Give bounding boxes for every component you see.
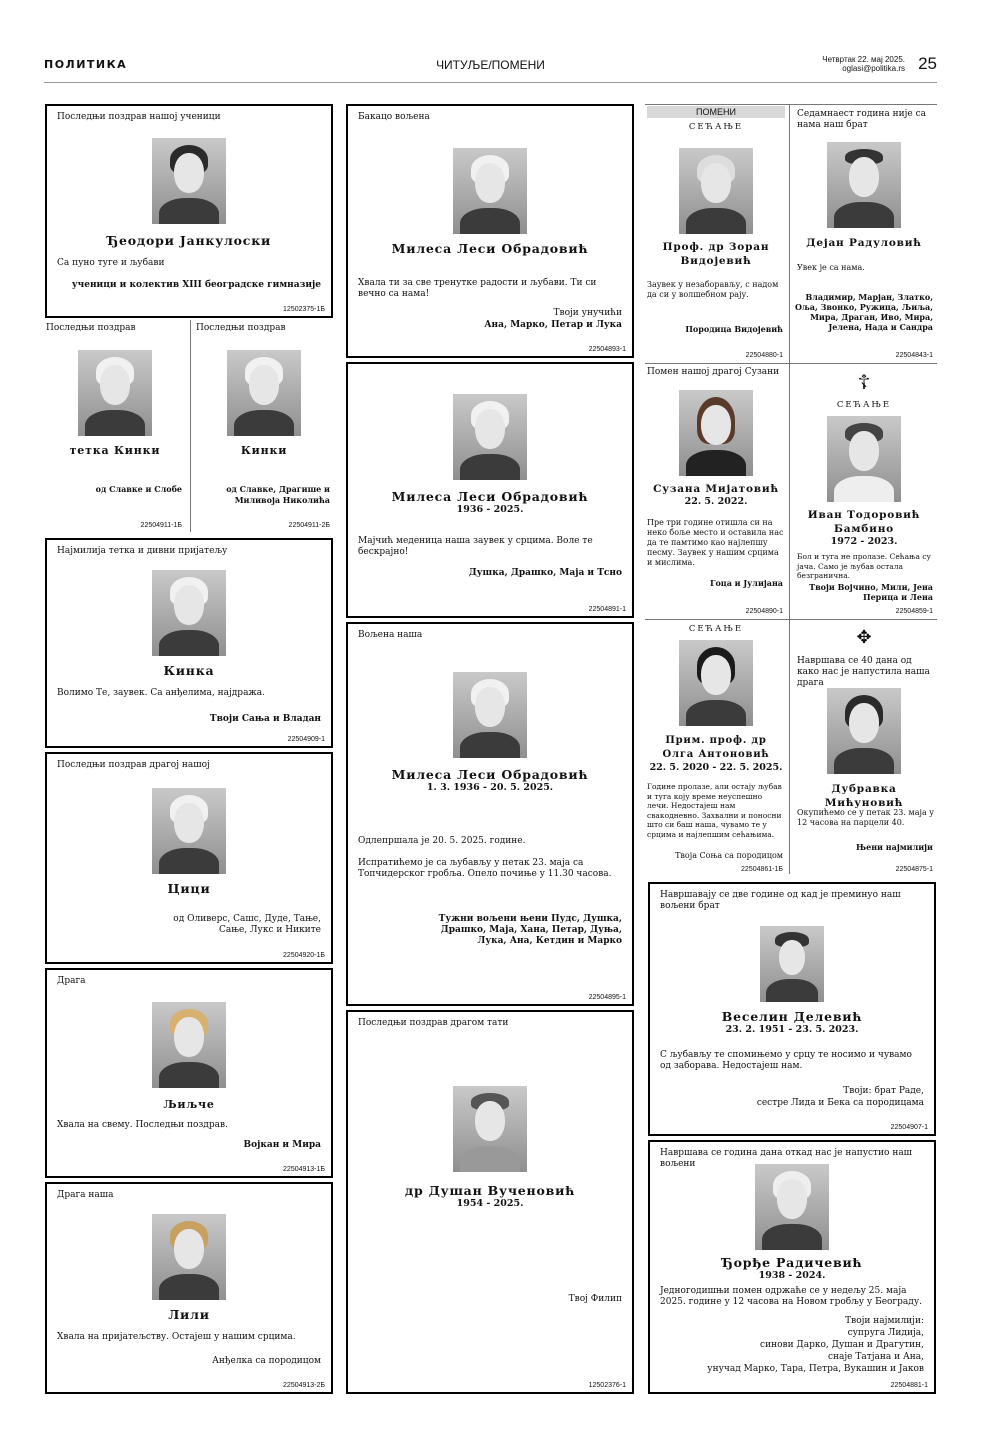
ad-text: Хвала на пријатељству. Остајеш у нашим срцима.: [57, 1332, 296, 1342]
ad-signature: Гоца и Јулијана: [709, 578, 783, 588]
deceased-name: Милеса Леси Обрадовић: [391, 489, 589, 504]
ad-text: Хвала ти за све тренутке радости и љубави. Ти си вечно са нама!: [358, 278, 597, 299]
ad-signature: Ана, Марко, Петар и Лука: [484, 320, 622, 330]
deceased-name: Иван Тодоровић Бамбино: [807, 509, 921, 535]
ad-code: 22504880-1: [745, 352, 783, 359]
section-title: ЧИТУЉЕ/ПОМЕНИ: [436, 58, 545, 72]
obituary-ad: [45, 104, 333, 318]
portrait-photo: [152, 788, 226, 874]
ad-intro: Последњи поздрав драгој нашој: [57, 760, 210, 770]
ad-intro: Навршава се 40 дана од како нас је напустила наша драга: [797, 656, 930, 688]
deceased-name: Ђорђе Радичевић: [721, 1255, 863, 1270]
deceased-name: Љиљче: [163, 1098, 215, 1111]
ad-code: 22504843-1: [895, 352, 933, 359]
ad-code: 22504881-1: [890, 1382, 928, 1389]
ad-code: 22504911-1Б: [140, 522, 182, 529]
portrait-photo: [453, 672, 527, 758]
memorial-title: СЕЋАЊЕ: [688, 624, 744, 634]
email-link[interactable]: oglasi@politika.rs: [842, 64, 905, 73]
ad-intro: Последњи поздрав нашој ученици: [57, 112, 221, 122]
ad-text: Са пуно туге и љубави: [57, 258, 165, 268]
ad-signature: синови Дарко, Душан и Драгутин,: [760, 1340, 924, 1350]
deceased-name: др Душан Вученовић: [404, 1183, 576, 1198]
ornate-cross-icon: ✥: [856, 627, 872, 648]
orthodox-cross-icon: ☦: [857, 370, 871, 394]
life-dates: 1936 - 2025.: [456, 504, 524, 515]
ad-code: 12502375-1Б: [283, 306, 325, 313]
deceased-name: Милеса Леси Обрадовић: [391, 767, 589, 782]
ad-intro: Најмилија тетка и дивни пријатељу: [57, 546, 228, 556]
deceased-name: Веселин Делевић: [721, 1009, 863, 1024]
ad-signature: унучад Марко, Тара, Петра, Вукашин и Јаков: [707, 1364, 924, 1374]
ad-text: Заувек у незаборављу, с надом да си у волшебном рају.: [647, 280, 779, 299]
ad-intro: Вољена наша: [358, 630, 423, 640]
obituary-ad: [45, 538, 333, 748]
ad-signature: Војкан и Мира: [243, 1140, 321, 1150]
issue-date: Четвртак 22. мај 2025.: [822, 55, 905, 64]
obituary-ad: [45, 968, 333, 1178]
ad-text: Волимо Те, заувек. Са анђелима, најдража.: [57, 688, 265, 698]
ad-signature: од Оливерс, Сашс, Дуде, Тање, Сање, Лукс и Никите: [173, 914, 321, 935]
deceased-name: Прим. проф. др Олга Антоновић: [662, 735, 770, 760]
memorial-ad: [791, 364, 937, 618]
column-divider: [190, 320, 191, 532]
portrait-photo: [760, 926, 824, 1002]
top-rule: [645, 104, 937, 105]
ad-signature: Њени најмилији: [856, 842, 933, 852]
portrait-photo: [78, 350, 152, 436]
newspaper-logo: ПОЛИТИКА: [44, 58, 128, 71]
portrait-photo: [827, 688, 901, 774]
ad-text: Бол и туга не пролазе. Сећања су јача. Само је љубав остала безгранична.: [797, 552, 931, 580]
portrait-photo: [755, 1164, 829, 1250]
ad-signature: од Славке и Слобе: [95, 484, 182, 494]
ad-signature: Владимир, Марјан, Златко, Оља, Звонко, Ружица, Љиља, Мира, Драган, Иво, Мира, Јелена, Нада и Сандра: [794, 292, 933, 332]
obituary-ad: [346, 622, 634, 1006]
memorial-ad: [645, 364, 787, 618]
obituary-ad: [648, 882, 936, 1136]
ad-intro: Навршава се година дана откад нас је напустио наш вољени: [660, 1148, 913, 1169]
ad-signature: Породица Видојевић: [685, 324, 783, 334]
ad-signature: Твоји Сања и Владан: [209, 714, 321, 724]
ad-signature: Твој Филип: [568, 1294, 622, 1304]
ad-intro: Последњи поздрав: [196, 323, 286, 333]
ad-code: 22504913-2Б: [283, 1382, 325, 1389]
ad-text: Једногодишњи помен одржаће се у недељу 25. маја 2025. године у 12 часова на Новом гробљу у Београду.: [660, 1286, 922, 1307]
portrait-photo: [152, 570, 226, 656]
obituary-ad: [648, 1140, 936, 1394]
ad-code: 22504859-1: [895, 608, 933, 615]
ad-signature: снаје Татјана и Ана,: [827, 1352, 924, 1362]
obituary-ad: [194, 320, 334, 532]
obituary-ad: [45, 752, 333, 964]
memorial-ad: [791, 106, 937, 362]
life-dates: 22. 5. 2020 - 22. 5. 2025.: [649, 762, 783, 773]
life-dates: 22. 5. 2022.: [684, 496, 748, 507]
deceased-name: Кинка: [163, 663, 215, 678]
memorial-title: СЕЋАЊЕ: [688, 122, 744, 132]
ad-signature: Анђелка са породицом: [212, 1356, 321, 1366]
ad-code: 22504890-1: [745, 608, 783, 615]
portrait-photo: [152, 1214, 226, 1300]
ad-code: 22504895-1: [588, 994, 626, 1001]
deceased-name: Дејан Радуловић: [806, 237, 922, 249]
portrait-photo: [453, 394, 527, 480]
ad-code: 22504913-1Б: [283, 1166, 325, 1173]
ad-text: Хвала на свему. Последњи поздрав.: [57, 1120, 228, 1130]
ad-code: 22504909-1: [287, 736, 325, 743]
ad-intro: Помен нашој драгој Сузани: [647, 367, 780, 377]
ad-text: С љубављу те спомињемо у срцу те носимо и чувамо од заборава. Недостајеш нам.: [660, 1050, 912, 1071]
pomeni-section-label: ПОМЕНИ: [647, 106, 785, 118]
life-dates: 1954 - 2025.: [456, 1198, 524, 1209]
ad-code: 22504891-1: [588, 606, 626, 613]
deceased-name: Ђеодори Јанкулоски: [106, 233, 272, 248]
portrait-photo: [453, 1086, 527, 1172]
ad-signature: Душка, Драшко, Маја и Тсно: [468, 568, 622, 578]
life-dates: 1938 - 2024.: [758, 1270, 826, 1281]
ad-text: Окупићемо се у петак 23. маја у 12 часова на парцели 40.: [797, 808, 934, 827]
column-divider: [789, 104, 790, 874]
ad-intro: Драга: [57, 976, 86, 986]
portrait-photo: [679, 640, 753, 726]
deceased-name: Проф. др Зоран Видојевић: [662, 241, 770, 267]
ad-text: Испратићемо је са љубављу у петак 23. маја са Топчидерског гробља. Опело почиње у 11.30 часова.: [358, 858, 612, 879]
portrait-photo: [679, 390, 753, 476]
ad-signature: од Славке, Драгише и Миливоја Николића: [226, 484, 330, 505]
memorial-ad: [791, 620, 937, 876]
ad-code: 22504907-1: [890, 1124, 928, 1131]
ad-signature-intro: Твоји унучићи: [553, 308, 622, 318]
ad-text: Увек је са нама.: [797, 263, 865, 272]
portrait-photo: [827, 416, 901, 502]
ad-signature: Твоја Соња са породицом: [675, 851, 783, 860]
portrait-photo: [827, 142, 901, 228]
ad-text: Мајчић меденица наша заувек у срцима. Воле те бескрајно!: [358, 536, 593, 557]
life-dates: 1. 3. 1936 - 20. 5. 2025.: [426, 782, 554, 793]
deceased-name: Цици: [167, 881, 211, 896]
ad-signature: Тужни вољени њени Пудс, Душка, Драшко, Маја, Хана, Петар, Дуња, Лука, Ана, Кетдин и Марко: [438, 914, 622, 946]
ad-text: Године пролазе, али остају љубав и туга коју време неуспешно лечи. Недостајеш нам свакодневно. Захвални и поносни што си баш наша, чувамо те у срцима и најлепшим сећањима.: [647, 782, 782, 839]
portrait-photo: [227, 350, 301, 436]
life-dates: 1972 - 2023.: [830, 536, 898, 547]
ad-signature-intro: Твоји: брат Раде,: [843, 1086, 924, 1096]
ad-code: 22504920-1Б: [283, 952, 325, 959]
ad-intro: Драга наша: [57, 1190, 114, 1200]
deceased-name: Кинки: [240, 444, 288, 457]
ad-intro: Бакацо вољена: [358, 112, 430, 122]
ad-text: Одлепршала је 20. 5. 2025. године.: [358, 836, 526, 846]
obituary-ad: [346, 1010, 634, 1394]
ad-intro: Последњи поздрав: [46, 323, 136, 333]
ad-signature: ученици и колектив XIII београдске гимназије: [71, 280, 321, 290]
deceased-name: тетка Кинки: [69, 444, 161, 457]
obituary-ad: [346, 362, 634, 618]
ad-code: 22504875-1: [895, 866, 933, 873]
portrait-photo: [152, 138, 226, 224]
memorial-ad: [645, 620, 787, 876]
ad-code: 22504893-1: [588, 346, 626, 353]
obituary-ad: [45, 1182, 333, 1394]
ad-code: 22504911-2Б: [288, 522, 330, 529]
page-number: 25: [918, 54, 937, 73]
portrait-photo: [152, 1002, 226, 1088]
portrait-photo: [679, 148, 753, 234]
deceased-name: Милеса Леси Обрадовић: [391, 241, 589, 256]
ad-signature-intro: Твоји најмилији:: [845, 1316, 924, 1326]
ad-signature: сестре Лида и Бека са породицама: [756, 1098, 924, 1108]
memorial-ad: [645, 118, 787, 362]
memorial-title: СЕЋАЊЕ: [836, 400, 892, 410]
obituary-ad: [346, 104, 634, 358]
page-header: [44, 52, 937, 83]
deceased-name: Лили: [168, 1307, 210, 1322]
life-dates: 23. 2. 1951 - 23. 5. 2023.: [725, 1024, 859, 1035]
ad-intro: Седамнаест година није са нама наш брат: [797, 109, 926, 130]
ad-signature: Твоји Војчино, Мили, Јена Перица и Лена: [809, 582, 933, 602]
ad-code: 22504861-1Б: [741, 866, 783, 873]
portrait-photo: [453, 148, 527, 234]
obituary-ad: [44, 320, 186, 532]
issue-date-block: [822, 55, 905, 73]
ad-code: 12502376-1: [588, 1382, 626, 1389]
deceased-name: Дубравка Мићуновић: [824, 783, 904, 809]
ad-intro: Последњи поздрав драгом тати: [358, 1018, 509, 1028]
ad-signature: супруга Лидија,: [847, 1328, 924, 1338]
deceased-name: Сузана Мијатовић: [653, 483, 779, 495]
ad-intro: Навршавају се две године од кад је преминуо наш вољени брат: [660, 890, 901, 911]
ad-text: Пре три године отишла си на неко боље место и оставила нас да те памтимо као најлепшу песму. Заувек у нашим срцима и мислима.: [647, 518, 784, 567]
